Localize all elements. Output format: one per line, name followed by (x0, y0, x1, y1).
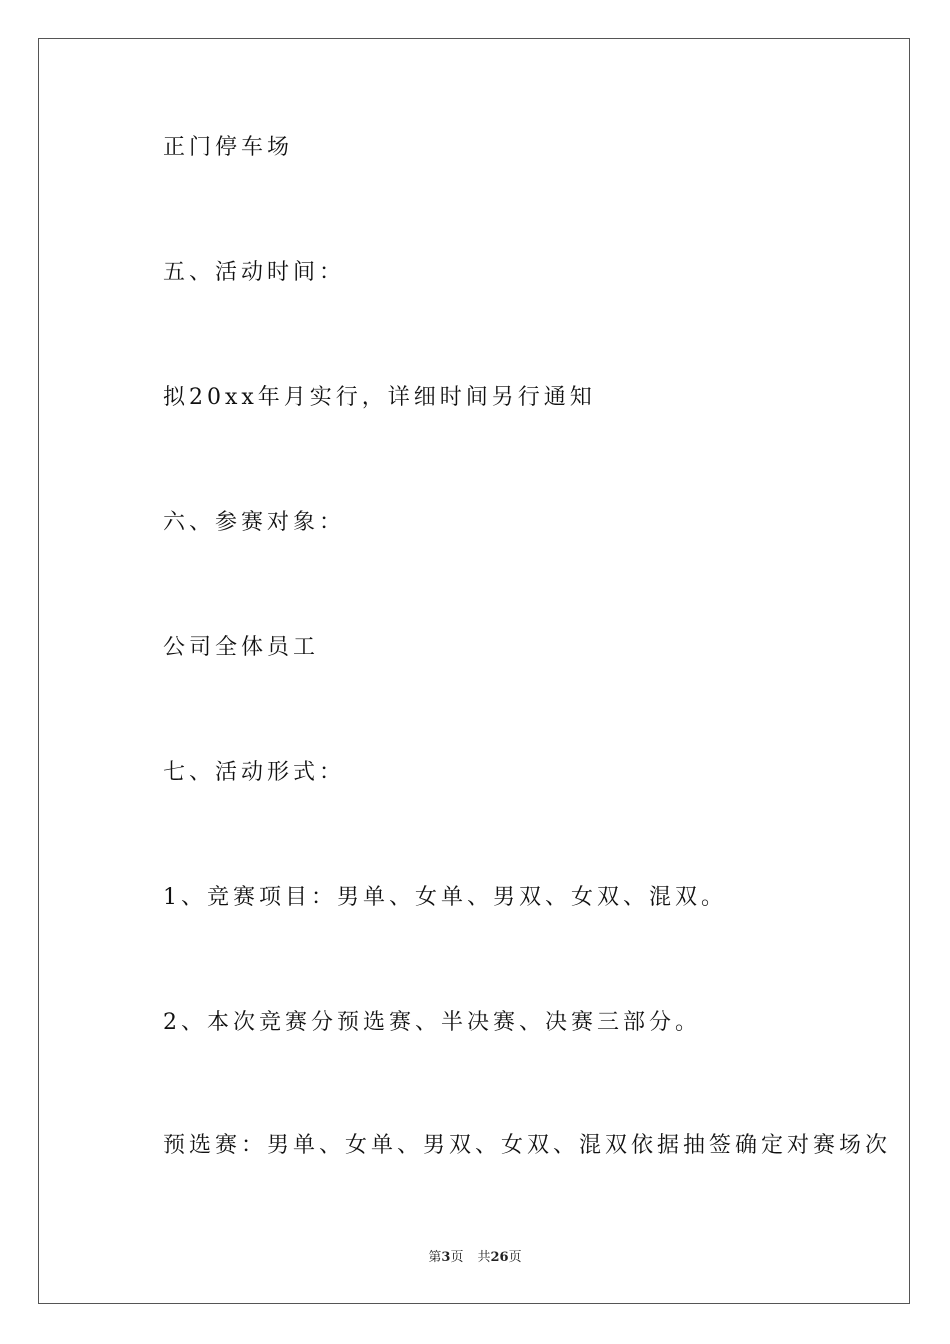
footer-total-prefix: 共 (477, 1250, 491, 1265)
section-heading-activity-time: 五、活动时间： (163, 260, 346, 285)
text-line-activity-time: 拟20xx年月实行，详细时间另行通知 (163, 385, 596, 410)
footer-page-suffix: 页 (450, 1250, 464, 1265)
text-line-parking: 正门停车场 (163, 135, 294, 160)
text-line-participants: 公司全体员工 (163, 635, 320, 660)
section-heading-participants: 六、参赛对象： (163, 510, 346, 535)
text-line-preliminary: 预选赛：男单、女单、男双、女双、混双依据抽签确定对赛场次 (163, 1133, 892, 1158)
section-heading-activity-format: 七、活动形式： (163, 760, 346, 785)
footer-total-suffix: 页 (508, 1250, 522, 1265)
footer-total-pages: 26 (490, 1250, 509, 1265)
footer-page-prefix: 第 (428, 1250, 442, 1265)
text-line-events: 1、竞赛项目：男单、女单、男双、女双、混双。 (163, 885, 727, 910)
page-footer (0, 1246, 950, 1265)
page-border (38, 38, 910, 1304)
text-line-stages: 2、本次竞赛分预选赛、半决赛、决赛三部分。 (163, 1010, 701, 1035)
footer-page-number: 3 (441, 1250, 451, 1265)
